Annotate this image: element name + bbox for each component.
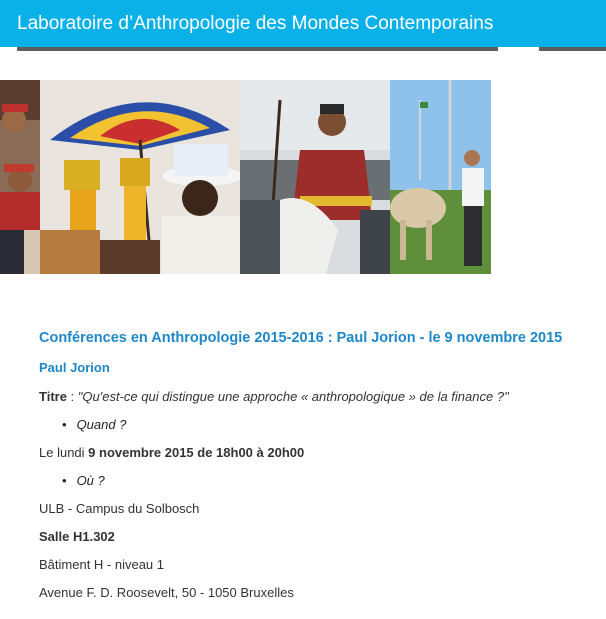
when-heading-item: [62, 417, 126, 432]
site-header: [0, 0, 606, 47]
photo-crowd-headdresses: [0, 80, 40, 274]
where-heading-item: [62, 473, 105, 488]
bullet-icon: •: [62, 417, 67, 432]
photo-rider-microphone: [240, 80, 390, 274]
photo-ceremony-umbrella: [40, 80, 240, 274]
titre-line: [39, 389, 509, 404]
article-author[interactable]: Paul Jorion: [39, 360, 110, 375]
bullet-icon: •: [62, 473, 67, 488]
titre-label: Titre: [39, 389, 67, 404]
campus-line: ULB - Campus du Solbosch: [39, 501, 200, 516]
room-line: Salle H1.302: [39, 529, 115, 544]
photo-cattle-fair: [390, 80, 491, 274]
titre-value: "Qu'est-ce qui distingue une approche « anthropologique » de la finance ?": [77, 389, 509, 404]
when-value: 9 novembre 2015 de 18h00 à 20h00: [88, 445, 305, 460]
where-heading: Où ?: [76, 473, 105, 488]
address-line: Avenue F. D. Roosevelt, 50 - 1050 Bruxelles: [39, 585, 294, 600]
titre-sep: :: [66, 389, 78, 404]
article: [39, 330, 599, 346]
when-prefix: Le lundi: [39, 445, 89, 460]
header-underline: [17, 47, 498, 51]
article-title[interactable]: Conférences en Anthropologie 2015-2016 : Paul Jorion - le 9 novembre 2015: [39, 330, 563, 346]
building-line: Bâtiment H - niveau 1: [39, 557, 165, 572]
when-heading: Quand ?: [76, 417, 127, 432]
when-line: [39, 445, 304, 460]
banner-photos: [0, 80, 491, 274]
header-underline-right: [539, 47, 606, 51]
site-title[interactable]: Laboratoire d’Anthropologie des Mondes Contemporains: [17, 13, 494, 34]
